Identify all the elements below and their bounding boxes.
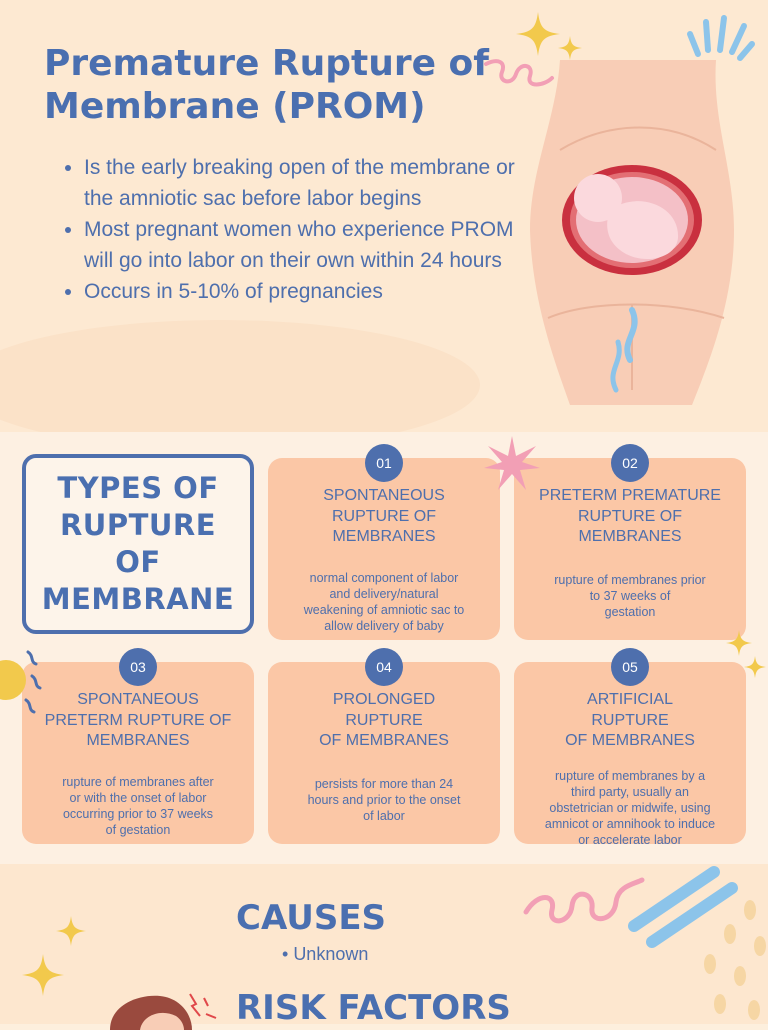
card-number-badge: 05 (611, 648, 649, 686)
type-card (22, 659, 254, 844)
card-description: persists for more than 24 hours and prior to the onset of labor (307, 776, 461, 823)
starburst-icon (484, 436, 540, 492)
definition-bullet: • Occurs in 5-10% of pregnancies (84, 276, 544, 307)
card-description: rupture of membranes prior to 37 weeks of gestation (554, 572, 706, 619)
card-title: SPONTANEOUS RUPTURE OF MEMBRANES (323, 487, 445, 545)
definition-bullet: • Is the early breaking open of the membrane or the amniotic sac before labor begins (84, 152, 544, 214)
sparkle-icon (744, 656, 766, 678)
definition-list (60, 152, 544, 307)
card-title: SPONTANEOUS PRETERM RUPTURE OF MEMBRANES (44, 691, 232, 749)
pregnancy-illustration (520, 60, 752, 405)
sun-doodle-icon (0, 640, 40, 720)
card-description: normal component of labor and delivery/natural weakening of amniotic sac to allow delivery of baby (303, 570, 465, 633)
sparkle-icon (726, 630, 752, 656)
sparkle-icon (56, 916, 86, 946)
types-heading-box (22, 454, 254, 634)
card-title: PRETERM PREMATURE RUPTURE OF MEMBRANES (539, 487, 721, 545)
card-description: rupture of membranes after or with the onset of labor occurring prior to 37 weeks of gestation (62, 774, 214, 837)
sparkle-icon (22, 954, 64, 996)
sunburst-icon (688, 14, 754, 62)
card-number-badge: 04 (365, 648, 403, 686)
causes-item: • Unknown (282, 944, 369, 964)
definition-bullet: • Most pregnant women who experience PROM will go into labor on their own within 24 hours (84, 214, 544, 276)
type-card (514, 455, 746, 640)
sparkle-icon (558, 36, 582, 60)
card-description: rupture of membranes by a third party, usually an obstetrician or midwife, using amnicot or amnihook to induce or accelerate labor (544, 768, 716, 847)
dots-pattern-icon (690, 900, 768, 1024)
card-title: PROLONGED RUPTURE OF MEMBRANES (319, 691, 449, 749)
card-title: ARTIFICIAL RUPTURE OF MEMBRANES (565, 691, 695, 749)
type-card (268, 455, 500, 640)
page-title: Premature Rupture of Membrane (PROM) (44, 43, 489, 127)
sparkle-icon (516, 12, 560, 56)
card-number-badge: 03 (119, 648, 157, 686)
risk-factors-title: RISK FACTORS (236, 988, 511, 1028)
type-card (514, 659, 746, 847)
types-heading: TYPES OF RUPTURE OF MEMBRANE (41, 471, 235, 616)
person-illustration (100, 990, 240, 1030)
type-card (268, 659, 500, 844)
card-number-badge: 01 (365, 444, 403, 482)
causes-title: CAUSES (236, 898, 387, 938)
card-number-badge: 02 (611, 444, 649, 482)
